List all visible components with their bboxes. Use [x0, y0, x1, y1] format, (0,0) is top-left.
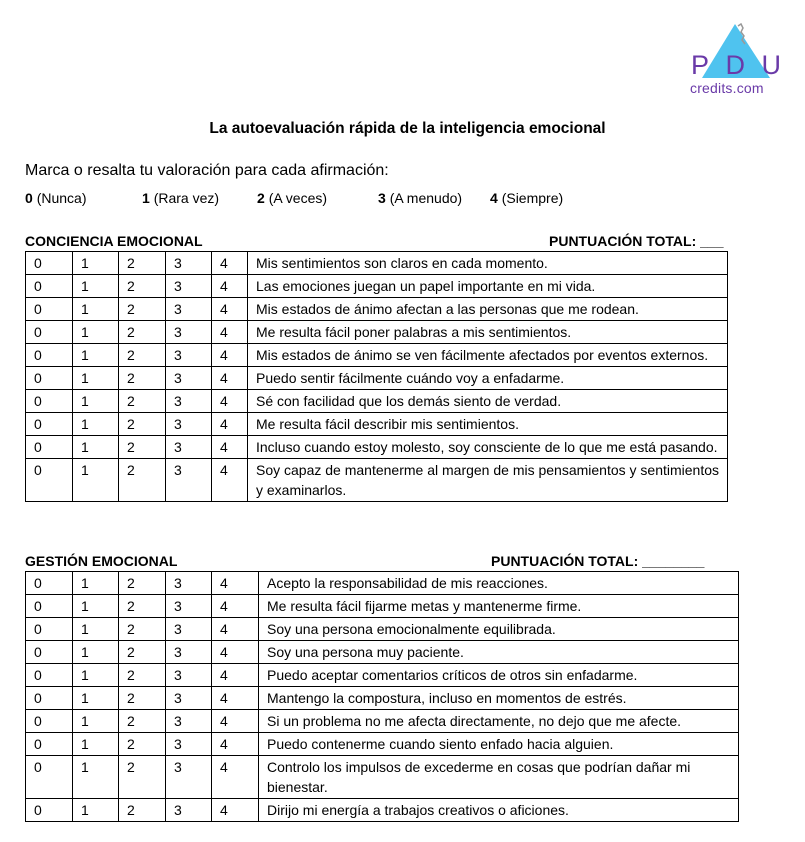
statement-text: Controlo los impulsos de excederme en cosas que podrían dañar mi bienestar. — [259, 756, 739, 799]
score-option-1[interactable]: 1 — [73, 436, 119, 459]
score-option-1[interactable]: 1 — [73, 344, 119, 367]
score-option-4[interactable]: 4 — [212, 572, 259, 595]
score-option-3[interactable]: 3 — [166, 733, 212, 756]
table-row — [26, 618, 739, 641]
table-row — [26, 641, 739, 664]
score-option-3[interactable]: 3 — [166, 367, 212, 390]
score-option-4[interactable]: 4 — [212, 664, 259, 687]
table-row — [26, 252, 728, 275]
score-option-2[interactable]: 2 — [119, 275, 166, 298]
score-option-0[interactable]: 0 — [26, 799, 73, 822]
score-option-0[interactable]: 0 — [26, 710, 73, 733]
score-option-3[interactable]: 3 — [166, 252, 212, 275]
table-row — [26, 367, 728, 390]
statement-text: Me resulta fácil fijarme metas y mantenerme firme. — [259, 595, 739, 618]
score-option-4[interactable]: 4 — [212, 367, 248, 390]
table-row — [26, 321, 728, 344]
score-option-3[interactable]: 3 — [166, 321, 212, 344]
table-row — [26, 436, 728, 459]
score-option-2[interactable]: 2 — [119, 710, 166, 733]
score-option-1[interactable]: 1 — [73, 572, 119, 595]
score-option-4[interactable]: 4 — [212, 595, 259, 618]
score-option-3[interactable]: 3 — [166, 390, 212, 413]
score-option-1[interactable]: 1 — [73, 664, 119, 687]
score-option-0[interactable]: 0 — [26, 459, 73, 502]
scale-item-1: 1 (Rara vez) — [142, 190, 220, 206]
score-option-2[interactable]: 2 — [119, 641, 166, 664]
pdu-credits-logo — [688, 22, 783, 97]
section-heading-conciencia: CONCIENCIA EMOCIONAL — [25, 233, 203, 249]
score-option-3[interactable]: 3 — [166, 459, 212, 502]
score-option-2[interactable]: 2 — [119, 595, 166, 618]
table-row — [26, 756, 739, 799]
score-option-0[interactable]: 0 — [26, 436, 73, 459]
score-option-4[interactable]: 4 — [212, 641, 259, 664]
score-option-3[interactable]: 3 — [166, 687, 212, 710]
statement-text: Incluso cuando estoy molesto, soy consciente de lo que me está pasando. — [248, 436, 728, 459]
score-option-0[interactable]: 0 — [26, 298, 73, 321]
score-option-3[interactable]: 3 — [166, 275, 212, 298]
score-option-4[interactable]: 4 — [212, 413, 248, 436]
statement-text: Sé con facilidad que los demás siento de verdad. — [248, 390, 728, 413]
score-option-2[interactable]: 2 — [119, 572, 166, 595]
table-row — [26, 390, 728, 413]
score-option-4[interactable]: 4 — [212, 344, 248, 367]
total-score-gestion[interactable]: PUNTUACIÓN TOTAL: ________ — [491, 553, 705, 569]
score-option-2[interactable]: 2 — [119, 459, 166, 502]
score-option-3[interactable]: 3 — [166, 799, 212, 822]
table-row — [26, 799, 739, 822]
score-option-1[interactable]: 1 — [73, 687, 119, 710]
score-option-3[interactable]: 3 — [166, 595, 212, 618]
scale-item-4: 4 (Siempre) — [490, 190, 564, 206]
score-option-0[interactable]: 0 — [26, 618, 73, 641]
total-score-conciencia[interactable]: PUNTUACIÓN TOTAL: ___ — [549, 233, 724, 249]
score-option-1[interactable]: 1 — [73, 641, 119, 664]
score-option-3[interactable]: 3 — [166, 436, 212, 459]
score-option-3[interactable]: 3 — [166, 344, 212, 367]
score-option-0[interactable]: 0 — [26, 641, 73, 664]
instruction-text: Marca o resalta tu valoración para cada afirmación: — [25, 162, 389, 179]
score-option-1[interactable]: 1 — [73, 459, 119, 502]
score-option-1[interactable]: 1 — [73, 413, 119, 436]
score-option-1[interactable]: 1 — [73, 799, 119, 822]
logo-site-text: credits.com — [690, 80, 764, 96]
score-option-3[interactable]: 3 — [166, 756, 212, 799]
score-option-2[interactable]: 2 — [119, 321, 166, 344]
table-row — [26, 275, 728, 298]
score-option-4[interactable]: 4 — [212, 618, 259, 641]
score-option-0[interactable]: 0 — [26, 413, 73, 436]
score-option-0[interactable]: 0 — [26, 572, 73, 595]
logo-letter-d: D — [725, 50, 745, 80]
score-option-0[interactable]: 0 — [26, 275, 73, 298]
score-option-4[interactable]: 4 — [212, 275, 248, 298]
scale-item-2: 2 (A veces) — [257, 190, 328, 206]
logo-letter-p: P — [691, 50, 710, 80]
score-option-0[interactable]: 0 — [26, 687, 73, 710]
scale-item-3: 3 (A menudo) — [378, 190, 463, 206]
statement-text: Puedo contenerme cuando siento enfado hacia alguien. — [259, 733, 739, 756]
score-option-2[interactable]: 2 — [119, 298, 166, 321]
score-option-4[interactable]: 4 — [212, 390, 248, 413]
score-option-2[interactable]: 2 — [119, 664, 166, 687]
logo-letter-u: U — [761, 50, 781, 80]
score-option-2[interactable]: 2 — [119, 756, 166, 799]
statement-text: Mis estados de ánimo se ven fácilmente afectados por eventos externos. — [248, 344, 728, 367]
score-option-1[interactable]: 1 — [73, 733, 119, 756]
score-option-0[interactable]: 0 — [26, 733, 73, 756]
statement-text: Me resulta fácil poner palabras a mis sentimientos. — [248, 321, 728, 344]
table-row — [26, 595, 739, 618]
score-option-0[interactable]: 0 — [26, 367, 73, 390]
score-option-0[interactable]: 0 — [26, 756, 73, 799]
score-option-2[interactable]: 2 — [119, 390, 166, 413]
score-option-4[interactable]: 4 — [212, 436, 248, 459]
table-row — [26, 687, 739, 710]
score-option-4[interactable]: 4 — [212, 252, 248, 275]
score-option-2[interactable]: 2 — [119, 413, 166, 436]
section-heading-gestion: GESTIÓN EMOCIONAL — [25, 553, 178, 569]
page-title: La autoevaluación rápida de la inteligencia emocional — [209, 120, 606, 137]
statement-text: Mis estados de ánimo afectan a las personas que me rodean. — [248, 298, 728, 321]
score-option-2[interactable]: 2 — [119, 367, 166, 390]
score-option-4[interactable]: 4 — [212, 799, 259, 822]
score-option-1[interactable]: 1 — [73, 367, 119, 390]
score-option-4[interactable]: 4 — [212, 756, 259, 799]
table-row — [26, 459, 728, 502]
table-row — [26, 344, 728, 367]
score-option-0[interactable]: 0 — [26, 664, 73, 687]
score-option-2[interactable]: 2 — [119, 618, 166, 641]
score-option-2[interactable]: 2 — [119, 252, 166, 275]
statement-text: Las emociones juegan un papel importante en mi vida. — [248, 275, 728, 298]
statement-text: Dirijo mi energía a trabajos creativos o aficiones. — [259, 799, 739, 822]
score-option-0[interactable]: 0 — [26, 344, 73, 367]
statement-text: Puedo sentir fácilmente cuándo voy a enfadarme. — [248, 367, 728, 390]
score-option-1[interactable]: 1 — [73, 390, 119, 413]
score-option-2[interactable]: 2 — [119, 799, 166, 822]
table-row — [26, 413, 728, 436]
score-option-3[interactable]: 3 — [166, 641, 212, 664]
scale-item-0: 0 (Nunca) — [25, 190, 87, 206]
score-option-0[interactable]: 0 — [26, 595, 73, 618]
statement-text: Acepto la responsabilidad de mis reacciones. — [259, 572, 739, 595]
score-option-3[interactable]: 3 — [166, 572, 212, 595]
statement-text: Soy capaz de mantenerme al margen de mis pensamientos y sentimientos y examinarlos. — [248, 459, 728, 502]
score-option-0[interactable]: 0 — [26, 321, 73, 344]
score-option-4[interactable]: 4 — [212, 298, 248, 321]
score-option-1[interactable]: 1 — [73, 275, 119, 298]
table-row — [26, 664, 739, 687]
table-row — [26, 298, 728, 321]
score-option-4[interactable]: 4 — [212, 733, 259, 756]
statement-text: Si un problema no me afecta directamente, no dejo que me afecte. — [259, 710, 739, 733]
score-option-3[interactable]: 3 — [166, 413, 212, 436]
score-option-4[interactable]: 4 — [212, 459, 248, 502]
statement-text: Soy una persona muy paciente. — [259, 641, 739, 664]
conciencia-emocional-table — [25, 251, 728, 502]
score-option-2[interactable]: 2 — [119, 344, 166, 367]
score-option-1[interactable]: 1 — [73, 321, 119, 344]
statement-text: Me resulta fácil describir mis sentimientos. — [248, 413, 728, 436]
score-option-2[interactable]: 2 — [119, 733, 166, 756]
gestion-emocional-table — [25, 571, 739, 822]
table-row — [26, 572, 739, 595]
statement-text: Mis sentimientos son claros en cada momento. — [248, 252, 728, 275]
score-option-2[interactable]: 2 — [119, 687, 166, 710]
score-option-3[interactable]: 3 — [166, 710, 212, 733]
score-option-3[interactable]: 3 — [166, 618, 212, 641]
score-option-1[interactable]: 1 — [73, 298, 119, 321]
score-option-3[interactable]: 3 — [166, 664, 212, 687]
statement-text: Mantengo la compostura, incluso en momentos de estrés. — [259, 687, 739, 710]
score-option-1[interactable]: 1 — [73, 595, 119, 618]
score-option-4[interactable]: 4 — [212, 710, 259, 733]
score-option-3[interactable]: 3 — [166, 298, 212, 321]
table-row — [26, 733, 739, 756]
score-option-1[interactable]: 1 — [73, 618, 119, 641]
score-option-4[interactable]: 4 — [212, 321, 248, 344]
score-option-1[interactable]: 1 — [73, 710, 119, 733]
score-option-2[interactable]: 2 — [119, 436, 166, 459]
score-option-0[interactable]: 0 — [26, 390, 73, 413]
score-option-1[interactable]: 1 — [73, 252, 119, 275]
statement-text: Soy una persona emocionalmente equilibrada. — [259, 618, 739, 641]
table-row — [26, 710, 739, 733]
score-option-0[interactable]: 0 — [26, 252, 73, 275]
score-option-4[interactable]: 4 — [212, 687, 259, 710]
score-option-1[interactable]: 1 — [73, 756, 119, 799]
statement-text: Puedo aceptar comentarios críticos de otros sin enfadarme. — [259, 664, 739, 687]
